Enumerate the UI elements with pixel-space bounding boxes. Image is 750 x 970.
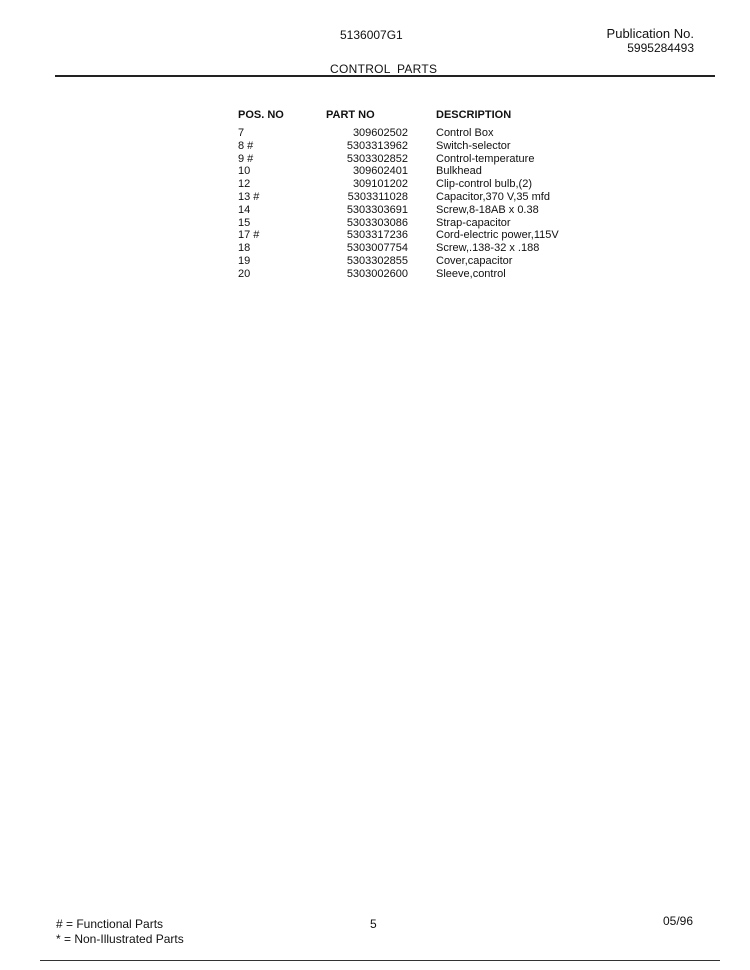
table-row (236, 268, 616, 281)
non-illustrated-parts-legend: * = Non-Illustrated Parts (56, 932, 184, 946)
pos-cell: 13 # (238, 190, 260, 203)
parts-table (236, 108, 616, 281)
table-header-row (236, 108, 616, 127)
section-title: CONTROL PARTS (330, 62, 438, 76)
description-cell: Strap-capacitor (436, 216, 511, 229)
table-row (236, 242, 616, 255)
description-cell: Cover,capacitor (436, 254, 513, 267)
part-cell: 5303303691 (346, 203, 408, 216)
header-divider (55, 75, 715, 77)
part-cell: 309101202 (352, 178, 408, 191)
table-row (236, 178, 616, 191)
description-cell: Capacitor,370 V,35 mfd (436, 190, 550, 203)
table-row (236, 127, 616, 140)
column-header-part: PART NO (326, 108, 375, 121)
table-row (236, 204, 616, 217)
part-cell: 309602401 (352, 165, 408, 178)
table-row (236, 140, 616, 153)
part-cell: 5303303086 (346, 216, 408, 229)
pos-cell: 12 (238, 178, 251, 191)
pos-cell: 9 # (238, 152, 254, 165)
table-row (236, 217, 616, 230)
table-row (236, 165, 616, 178)
pos-cell: 18 (238, 242, 251, 255)
pos-cell: 15 (238, 216, 251, 229)
part-cell: 309602502 (352, 127, 408, 139)
pos-cell: 19 (238, 254, 251, 267)
part-cell: 5303311028 (347, 190, 408, 203)
description-cell: Bulkhead (436, 165, 482, 178)
pos-cell: 10 (238, 165, 251, 178)
table-row (236, 255, 616, 268)
pos-cell: 7 (238, 127, 245, 139)
page-number: 5 (370, 917, 377, 931)
model-number: 5136007G1 (340, 28, 403, 42)
table-row (236, 153, 616, 166)
description-cell: Control Box (436, 127, 494, 139)
table-row (236, 191, 616, 204)
part-cell: 5303007754 (346, 242, 408, 255)
description-cell: Screw,.138-32 x .188 (436, 242, 540, 255)
description-cell: Screw,8-18AB x 0.38 (436, 203, 539, 216)
pos-cell: 17 # (238, 229, 260, 242)
pos-cell: 14 (238, 203, 251, 216)
pos-cell: 20 (238, 267, 251, 280)
publication-number: 5995284493 (627, 41, 694, 55)
footer-divider (40, 960, 720, 961)
part-cell: 5303317236 (346, 229, 408, 242)
description-cell: Cord-electric power,115V (436, 229, 559, 242)
part-cell: 5303002600 (346, 267, 408, 280)
part-cell: 5303313962 (346, 139, 408, 152)
column-header-description: DESCRIPTION (436, 108, 512, 121)
pos-cell: 8 # (238, 139, 254, 152)
part-cell: 5303302852 (346, 152, 408, 165)
publication-label: Publication No. (606, 26, 694, 41)
table-row (236, 229, 616, 242)
description-cell: Switch-selector (436, 139, 511, 152)
date-code: 05/96 (662, 914, 693, 928)
description-cell: Control-temperature (436, 152, 535, 165)
description-cell: Sleeve,control (436, 267, 506, 280)
functional-parts-legend: # = Functional Parts (56, 917, 164, 931)
description-cell: Clip-control bulb,(2) (436, 178, 532, 191)
column-header-pos: POS. NO (238, 108, 284, 121)
part-cell: 5303302855 (346, 254, 408, 267)
